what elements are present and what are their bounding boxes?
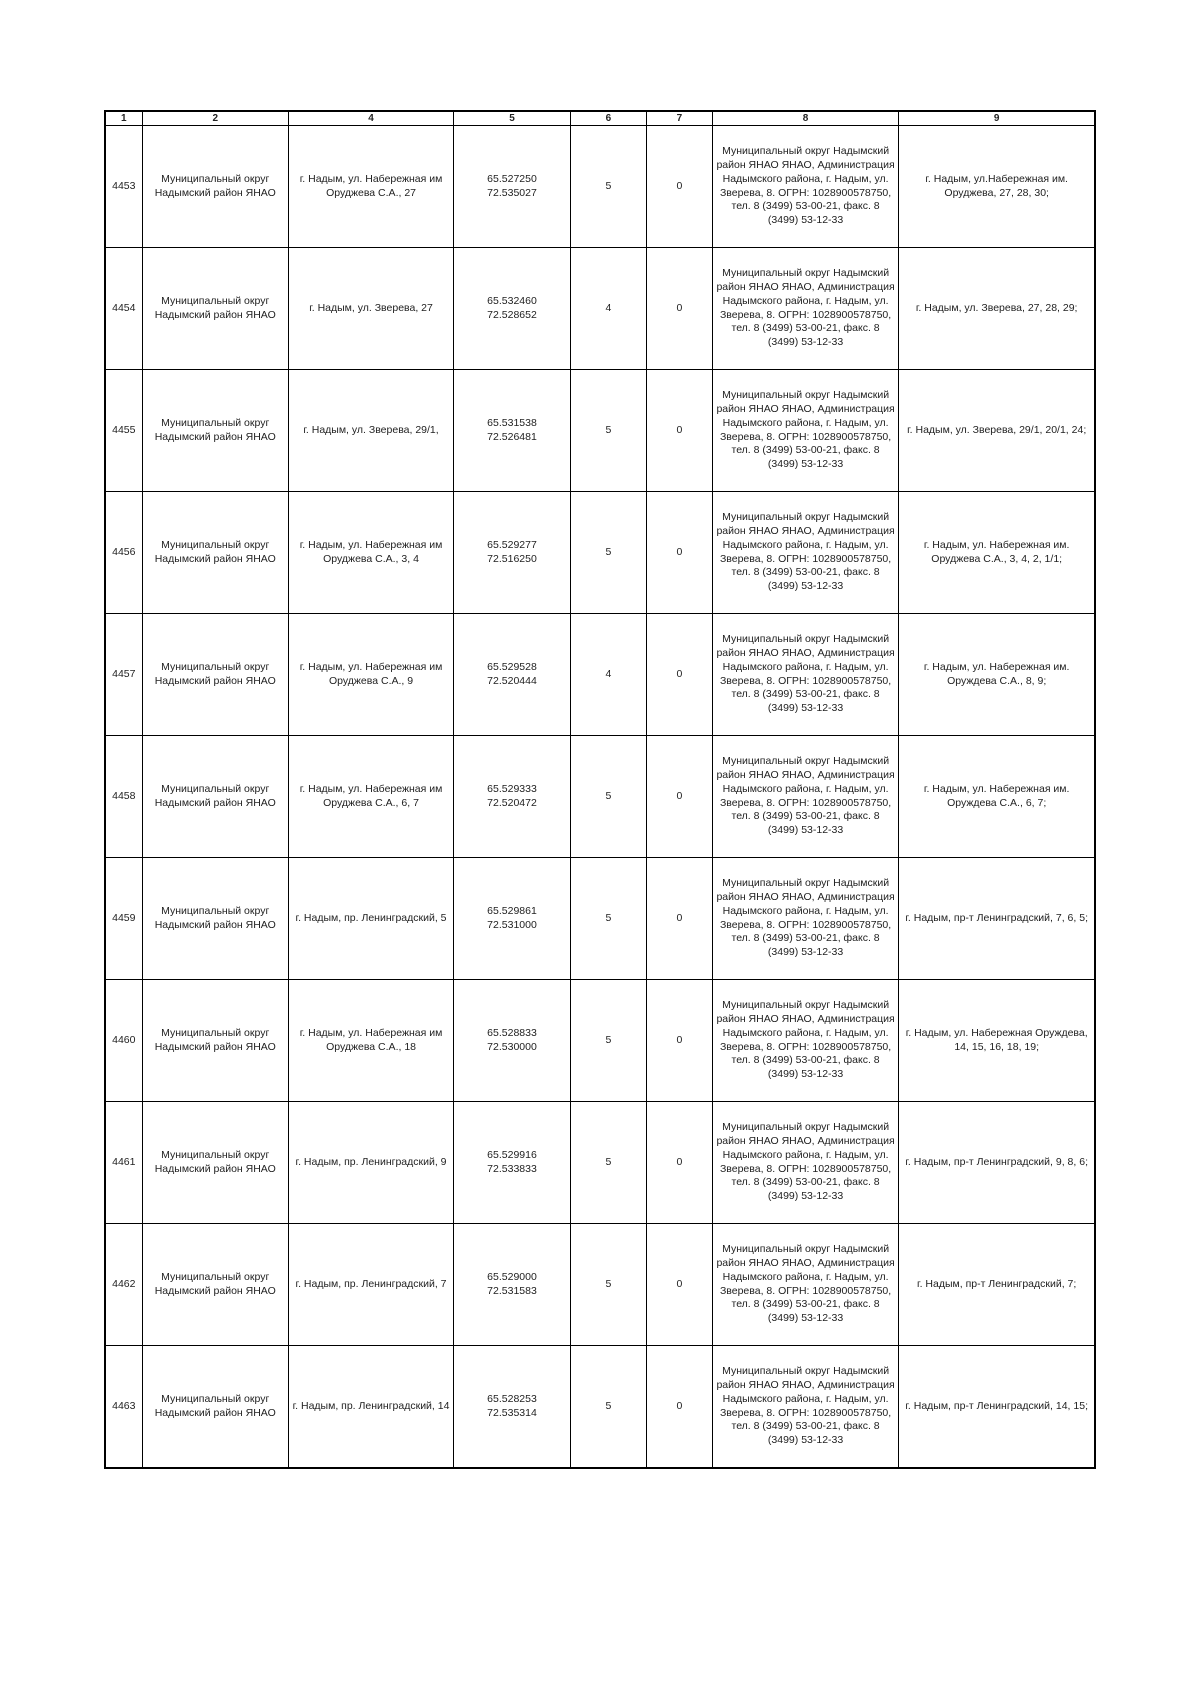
cell-col-6: 5 (570, 1224, 646, 1346)
cell-municipality: Муниципальный округ Надымский район ЯНАО (142, 370, 288, 492)
header-col-2: 2 (142, 111, 288, 126)
cell-coordinates (454, 980, 571, 1102)
cell-served-addresses: г. Надым, пр-т Ленинградский, 7; (899, 1224, 1095, 1346)
cell-coordinates (454, 248, 571, 370)
cell-municipality: Муниципальный округ Надымский район ЯНАО (142, 126, 288, 248)
longitude-value: 72.530000 (487, 1040, 537, 1053)
cell-municipality: Муниципальный округ Надымский район ЯНАО (142, 248, 288, 370)
cell-served-addresses: г. Надым, пр-т Ленинградский, 14, 15; (899, 1346, 1095, 1469)
cell-address: г. Надым, ул. Набережная им Оруджева С.А., 18 (288, 980, 453, 1102)
cell-coordinates (454, 1102, 571, 1224)
table-row (105, 248, 1095, 370)
cell-municipality: Муниципальный округ Надымский район ЯНАО (142, 1346, 288, 1469)
cell-record-id: 4454 (105, 248, 142, 370)
cell-record-id: 4462 (105, 1224, 142, 1346)
cell-address: г. Надым, ул. Набережная им Оруджева С.А., 3, 4 (288, 492, 453, 614)
cell-col-7: 0 (647, 736, 713, 858)
table-row (105, 1224, 1095, 1346)
cell-owner-info: Муниципальный округ Надымский район ЯНАО ЯНАО, Администрация Надымского района, г. Надым, ул. Зверева, 8. ОГРН: 1028900578750, тел. 8 (3499) 53-00-21, факс. 8 (3499) 53-12-33 (712, 370, 899, 492)
cell-owner-info: Муниципальный округ Надымский район ЯНАО ЯНАО, Администрация Надымского района, г. Надым, ул. Зверева, 8. ОГРН: 1028900578750, тел. 8 (3499) 53-00-21, факс. 8 (3499) 53-12-33 (712, 248, 899, 370)
latitude-value: 65.528253 (487, 1392, 537, 1405)
cell-address: г. Надым, ул. Набережная им Оруджева С.А., 6, 7 (288, 736, 453, 858)
cell-col-6: 4 (570, 614, 646, 736)
cell-served-addresses: г. Надым, ул. Зверева, 27, 28, 29; (899, 248, 1095, 370)
cell-municipality: Муниципальный округ Надымский район ЯНАО (142, 736, 288, 858)
cell-coordinates (454, 370, 571, 492)
latitude-value: 65.527250 (487, 172, 537, 185)
latitude-value: 65.529000 (487, 1270, 537, 1283)
cell-owner-info: Муниципальный округ Надымский район ЯНАО ЯНАО, Администрация Надымского района, г. Надым, ул. Зверева, 8. ОГРН: 1028900578750, тел. 8 (3499) 53-00-21, факс. 8 (3499) 53-12-33 (712, 492, 899, 614)
cell-record-id: 4458 (105, 736, 142, 858)
cell-col-7: 0 (647, 1102, 713, 1224)
header-col-1: 1 (105, 111, 142, 126)
cell-col-7: 0 (647, 492, 713, 614)
cell-address: г. Надым, пр. Ленинградский, 9 (288, 1102, 453, 1224)
table-row (105, 858, 1095, 980)
cell-col-6: 5 (570, 126, 646, 248)
cell-col-6: 5 (570, 1346, 646, 1469)
cell-served-addresses: г. Надым, пр-т Ленинградский, 7, 6, 5; (899, 858, 1095, 980)
longitude-value: 72.520472 (487, 796, 537, 809)
cell-municipality: Муниципальный округ Надымский район ЯНАО (142, 1102, 288, 1224)
cell-col-7: 0 (647, 1346, 713, 1469)
cell-owner-info: Муниципальный округ Надымский район ЯНАО ЯНАО, Администрация Надымского района, г. Надым, ул. Зверева, 8. ОГРН: 1028900578750, тел. 8 (3499) 53-00-21, факс. 8 (3499) 53-12-33 (712, 126, 899, 248)
cell-served-addresses: г. Надым, ул. Набережная им. Оруджева С.А., 3, 4, 2, 1/1; (899, 492, 1095, 614)
cell-address: г. Надым, пр. Ленинградский, 14 (288, 1346, 453, 1469)
cell-record-id: 4463 (105, 1346, 142, 1469)
longitude-value: 72.531583 (487, 1284, 537, 1297)
cell-address: г. Надым, пр. Ленинградский, 5 (288, 858, 453, 980)
header-col-9: 9 (899, 111, 1095, 126)
cell-address: г. Надым, пр. Ленинградский, 7 (288, 1224, 453, 1346)
cell-address: г. Надым, ул. Набережная им Оруджева С.А., 9 (288, 614, 453, 736)
cell-col-7: 0 (647, 858, 713, 980)
latitude-value: 65.531538 (487, 416, 537, 429)
longitude-value: 72.528652 (487, 308, 537, 321)
cell-col-7: 0 (647, 1224, 713, 1346)
cell-address: г. Надым, ул. Набережная им Оруджева С.А., 27 (288, 126, 453, 248)
registry-table (104, 110, 1096, 1469)
longitude-value: 72.520444 (487, 674, 537, 687)
cell-record-id: 4461 (105, 1102, 142, 1224)
cell-coordinates (454, 1224, 571, 1346)
cell-coordinates (454, 492, 571, 614)
cell-col-6: 5 (570, 736, 646, 858)
cell-coordinates (454, 736, 571, 858)
cell-address: г. Надым, ул. Зверева, 27 (288, 248, 453, 370)
longitude-value: 72.533833 (487, 1162, 537, 1175)
latitude-value: 65.532460 (487, 294, 537, 307)
cell-municipality: Муниципальный округ Надымский район ЯНАО (142, 492, 288, 614)
cell-coordinates (454, 858, 571, 980)
cell-municipality: Муниципальный округ Надымский район ЯНАО (142, 614, 288, 736)
cell-coordinates (454, 614, 571, 736)
table-row (105, 492, 1095, 614)
header-col-5: 5 (454, 111, 571, 126)
latitude-value: 65.529277 (487, 538, 537, 551)
header-col-8: 8 (712, 111, 899, 126)
cell-served-addresses: г. Надым, ул.Набережная им. Оруджева, 27, 28, 30; (899, 126, 1095, 248)
cell-municipality: Муниципальный округ Надымский район ЯНАО (142, 980, 288, 1102)
cell-record-id: 4457 (105, 614, 142, 736)
header-col-6: 6 (570, 111, 646, 126)
cell-col-6: 5 (570, 370, 646, 492)
longitude-value: 72.535314 (487, 1406, 537, 1419)
cell-municipality: Муниципальный округ Надымский район ЯНАО (142, 1224, 288, 1346)
longitude-value: 72.526481 (487, 430, 537, 443)
cell-address: г. Надым, ул. Зверева, 29/1, (288, 370, 453, 492)
table-row (105, 736, 1095, 858)
cell-served-addresses: г. Надым, ул. Набережная им. Оруждева С.А., 8, 9; (899, 614, 1095, 736)
longitude-value: 72.535027 (487, 186, 537, 199)
cell-col-7: 0 (647, 980, 713, 1102)
cell-municipality: Муниципальный округ Надымский район ЯНАО (142, 858, 288, 980)
cell-record-id: 4453 (105, 126, 142, 248)
latitude-value: 65.529528 (487, 660, 537, 673)
cell-owner-info: Муниципальный округ Надымский район ЯНАО ЯНАО, Администрация Надымского района, г. Надым, ул. Зверева, 8. ОГРН: 1028900578750, тел. 8 (3499) 53-00-21, факс. 8 (3499) 53-12-33 (712, 858, 899, 980)
latitude-value: 65.529916 (487, 1148, 537, 1161)
header-col-7: 7 (647, 111, 713, 126)
table-header (105, 111, 1095, 126)
table-row (105, 614, 1095, 736)
table-row (105, 980, 1095, 1102)
latitude-value: 65.528833 (487, 1026, 537, 1039)
cell-owner-info: Муниципальный округ Надымский район ЯНАО ЯНАО, Администрация Надымского района, г. Надым, ул. Зверева, 8. ОГРН: 1028900578750, тел. 8 (3499) 53-00-21, факс. 8 (3499) 53-12-33 (712, 1102, 899, 1224)
table-row (105, 370, 1095, 492)
table-row (105, 1346, 1095, 1469)
cell-record-id: 4455 (105, 370, 142, 492)
cell-owner-info: Муниципальный округ Надымский район ЯНАО ЯНАО, Администрация Надымского района, г. Надым, ул. Зверева, 8. ОГРН: 1028900578750, тел. 8 (3499) 53-00-21, факс. 8 (3499) 53-12-33 (712, 614, 899, 736)
cell-served-addresses: г. Надым, ул. Зверева, 29/1, 20/1, 24; (899, 370, 1095, 492)
table-row (105, 1102, 1095, 1224)
header-col-4: 4 (288, 111, 453, 126)
table-row (105, 126, 1095, 248)
cell-record-id: 4460 (105, 980, 142, 1102)
cell-col-7: 0 (647, 614, 713, 736)
cell-coordinates (454, 126, 571, 248)
longitude-value: 72.531000 (487, 918, 537, 931)
cell-served-addresses: г. Надым, пр-т Ленинградский, 9, 8, 6; (899, 1102, 1095, 1224)
cell-col-6: 5 (570, 1102, 646, 1224)
cell-owner-info: Муниципальный округ Надымский район ЯНАО ЯНАО, Администрация Надымского района, г. Надым, ул. Зверева, 8. ОГРН: 1028900578750, тел. 8 (3499) 53-00-21, факс. 8 (3499) 53-12-33 (712, 980, 899, 1102)
latitude-value: 65.529333 (487, 782, 537, 795)
cell-owner-info: Муниципальный округ Надымский район ЯНАО ЯНАО, Администрация Надымского района, г. Надым, ул. Зверева, 8. ОГРН: 1028900578750, тел. 8 (3499) 53-00-21, факс. 8 (3499) 53-12-33 (712, 736, 899, 858)
cell-served-addresses: г. Надым, ул. Набережная Оруждева, 14, 15, 16, 18, 19; (899, 980, 1095, 1102)
cell-served-addresses: г. Надым, ул. Набережная им. Оруждева С.А., 6, 7; (899, 736, 1095, 858)
cell-col-6: 5 (570, 492, 646, 614)
cell-col-6: 5 (570, 858, 646, 980)
header-row (105, 111, 1095, 126)
cell-record-id: 4456 (105, 492, 142, 614)
cell-col-6: 4 (570, 248, 646, 370)
cell-record-id: 4459 (105, 858, 142, 980)
table-body (105, 126, 1095, 1469)
latitude-value: 65.529861 (487, 904, 537, 917)
cell-col-7: 0 (647, 248, 713, 370)
cell-coordinates (454, 1346, 571, 1469)
cell-col-7: 0 (647, 370, 713, 492)
cell-col-7: 0 (647, 126, 713, 248)
longitude-value: 72.516250 (487, 552, 537, 565)
cell-owner-info: Муниципальный округ Надымский район ЯНАО ЯНАО, Администрация Надымского района, г. Надым, ул. Зверева, 8. ОГРН: 1028900578750, тел. 8 (3499) 53-00-21, факс. 8 (3499) 53-12-33 (712, 1346, 899, 1469)
cell-owner-info: Муниципальный округ Надымский район ЯНАО ЯНАО, Администрация Надымского района, г. Надым, ул. Зверева, 8. ОГРН: 1028900578750, тел. 8 (3499) 53-00-21, факс. 8 (3499) 53-12-33 (712, 1224, 899, 1346)
cell-col-6: 5 (570, 980, 646, 1102)
